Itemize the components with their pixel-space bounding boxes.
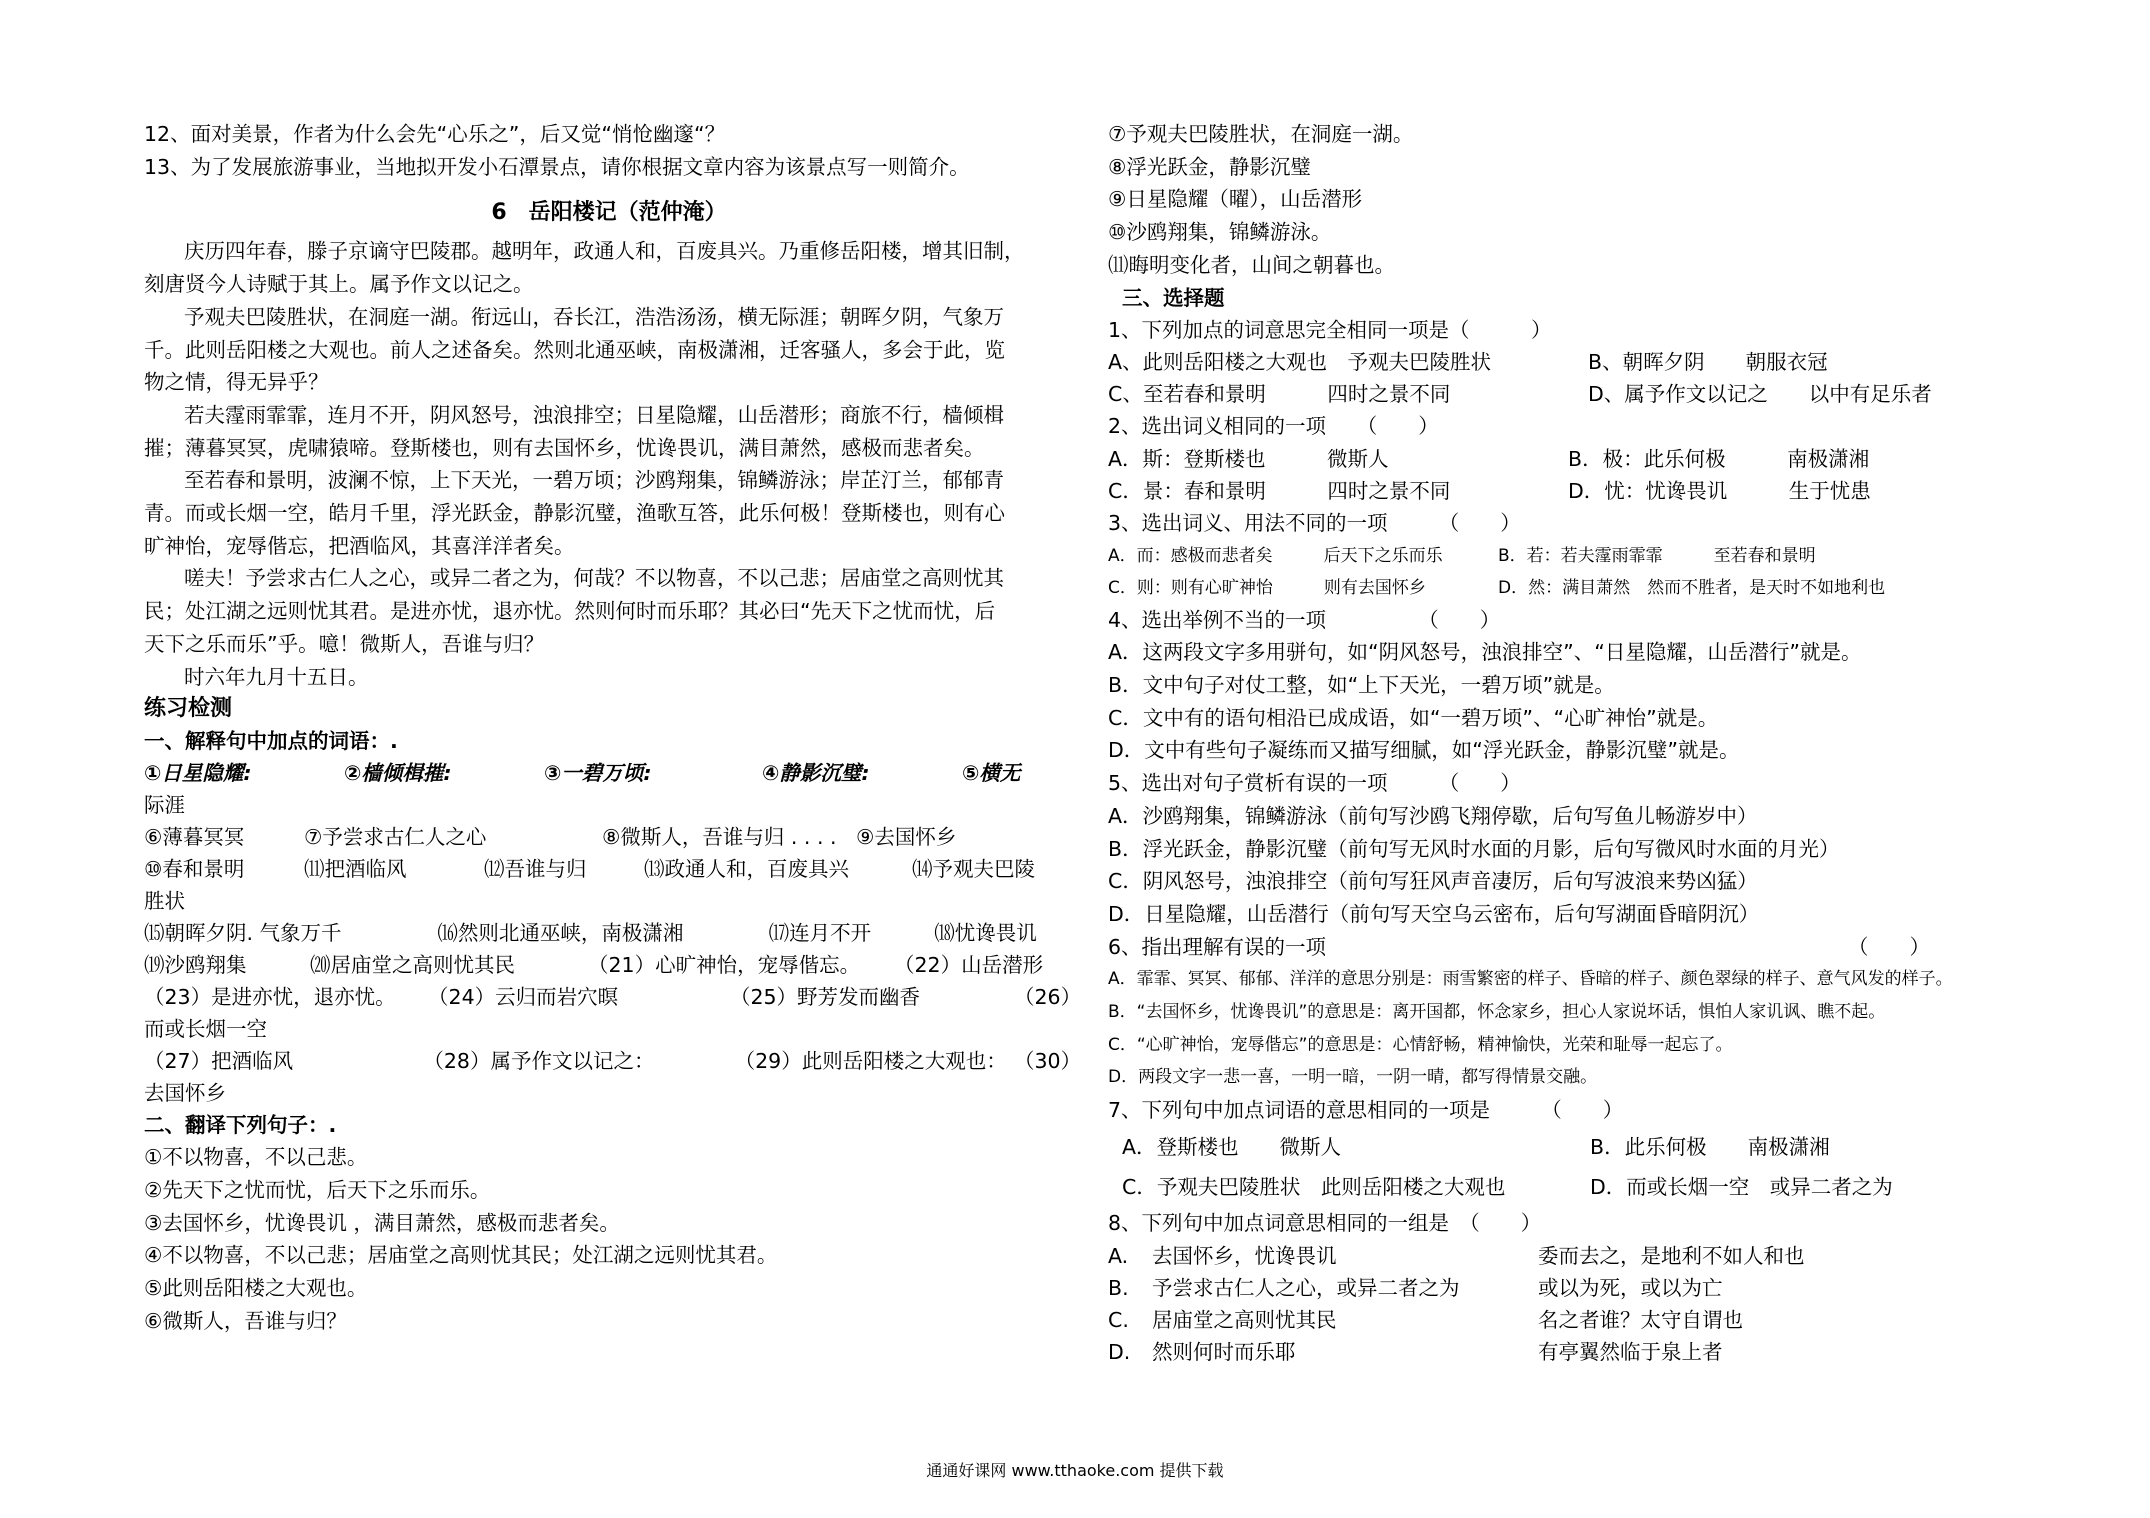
vocab-item: （26）: [1014, 985, 1082, 1010]
option-text: B．此乐何极 南极潇湘: [1590, 1134, 1830, 1159]
option-text: A．斯：登斯楼也 微斯人: [1108, 446, 1389, 471]
question-stem: 3、选出词义、用法不同的一项 （ ）: [1108, 510, 1521, 535]
option-line: A．这两段文字多用骈句，如“阴风怒号，浊浪排空”、“日星隐耀，山岳潜行”就是。: [1108, 640, 1862, 665]
vocab-item: （25）野芳发而幽香: [729, 985, 921, 1010]
option-row: [1108, 1336, 2068, 1368]
question-12: 12、面对美景，作者为什么会先“心乐之”，后又觉“悄怆幽邃“？: [144, 122, 726, 146]
question-stem: 8、下列句中加点词意思相同的一组是 （ ）: [1108, 1210, 1542, 1235]
vocab-item: （23）是进亦忧，退亦忧。: [144, 985, 396, 1010]
vocab-item: ⑩春和景明: [144, 857, 245, 882]
option-row: [1108, 1272, 2068, 1304]
option-text: C．则：则有心旷神怡 则有去国怀乡: [1108, 577, 1426, 598]
option-row: [1108, 443, 2068, 475]
vocab-row: [144, 853, 1074, 885]
option-line: C．“心旷神怡，宠辱偕忘”的意思是：心情舒畅，精神愉快，光荣和耻辱一起忘了。: [1108, 1034, 1733, 1055]
question-2: [1108, 410, 2068, 507]
question-13: 13、为了发展旅游事业，当地拟开发小石潭景点，请你根据文章内容为该景点写一则简介。: [144, 154, 970, 179]
option-text: 去国怀乡，忧谗畏讥: [1152, 1243, 1337, 1268]
translation-item: ②先天下之忧而忧，后天下之乐而乐。: [144, 1177, 491, 1202]
translation-item: ⑦予观夫巴陵胜状，在洞庭一湖。: [1108, 122, 1414, 146]
answer-paren: （ ）: [1848, 934, 1930, 959]
question-5: [1108, 767, 2068, 931]
question-options: [1108, 963, 2068, 1094]
option-row: [1108, 1304, 2068, 1336]
vocab-item: ⑦予尝求古仁人之心: [304, 825, 487, 850]
essay-line: 时六年九月十五日。: [184, 664, 369, 689]
essay-line: 庆历四年春，滕子京谪守巴陵郡。越明年，政通人和，百废具兴。乃重修岳阳楼，增其旧制，: [184, 239, 1025, 264]
vocab-item: （28）属予作文以记之：: [423, 1049, 655, 1074]
vocab-item: ⑨去国怀乡: [856, 825, 957, 850]
option-text: B、朝晖夕阴 朝服衣冠: [1588, 350, 1828, 375]
vocab-item: ⒂朝晖夕阴. 气象万千: [144, 921, 342, 946]
option-row: [1108, 1167, 2068, 1207]
translation-item: ⑥微斯人，吾谁与归？: [144, 1308, 347, 1333]
essay-line: 青。而或长烟一空，皓月千里，浮光跃金，静影沉璧，渔歌互答，此乐何极！登斯楼也，则有心: [144, 501, 1005, 526]
option-text: 予尝求古仁人之心，或异二者之为: [1152, 1275, 1460, 1300]
question-4: [1108, 604, 2068, 768]
previous-questions: [144, 118, 1074, 183]
question-6: [1108, 931, 2068, 1095]
option-text: A．登斯楼也 微斯人: [1122, 1134, 1342, 1159]
vocab-item: ⒃然则北通巫峡，南极潇湘: [437, 921, 684, 946]
option-line: D．文中有些句子凝练而又描写细腻，如“浮光跃金，静影沉璧”就是。: [1108, 738, 1740, 763]
option-text: C．景：春和景明 四时之景不同: [1108, 478, 1451, 503]
essay-line: 若夫霪雨霏霏，连月不开，阴风怒号，浊浪排空；日星隐耀，山岳潜形；商旅不行，樯倾楫: [184, 402, 1004, 427]
vocab-row: [144, 885, 1074, 917]
vocab-item: 际涯: [144, 793, 185, 818]
option-line: B．“去国怀乡，忧谗畏讥”的意思是：离开国都，怀念家乡，担心人家说坏话，惧怕人家讥讽、瞧不起。: [1108, 1002, 1886, 1023]
option-text: B．若：若夫霪雨霏霏 至若春和景明: [1498, 545, 1816, 566]
vocab-item: （22）山岳潜形: [894, 953, 1044, 978]
vocab-item: ④静影沉璧:: [762, 761, 870, 786]
option-line: B．文中句子对仗工整，如“上下天光，一碧万顷”就是。: [1108, 673, 1615, 698]
question-options: [1108, 636, 2068, 767]
part2-heading: 二、翻译下列句子：.: [144, 1113, 337, 1138]
option-line: C．阴风怒号，浊浪排空（前句写狂风声音凄厉，后句写波浪来势凶猛）: [1108, 869, 1758, 894]
essay-paragraph: [144, 235, 1074, 300]
option-text: C、至若春和景明 四时之景不同: [1108, 382, 1451, 407]
vocab-item: （30）: [1014, 1049, 1082, 1074]
essay-line: 刻唐贤今人诗赋于其上。属予作文以记之。: [144, 272, 534, 297]
vocab-item: ⑿吾谁与归: [484, 857, 587, 882]
option-text: B.: [1108, 1275, 1129, 1300]
option-text: 或以为死，或以为亡: [1538, 1275, 1723, 1300]
essay-line: 嗟夫！予尝求古仁人之心，或异二者之为，何哉？不以物喜，不以己悲；居庙堂之高则忧其: [184, 566, 1004, 591]
vocab-row: [144, 949, 1074, 981]
option-text: B．极：此乐何极 南极潇湘: [1568, 446, 1870, 471]
option-row: [1108, 475, 2068, 507]
option-text: 居庙堂之高则忧其民: [1152, 1307, 1337, 1332]
essay-line: 千。此则岳阳楼之大观也。前人之述备矣。然则北通巫峡，南极潇湘，迁客骚人，多会于此，览: [144, 337, 1005, 362]
option-line: D．日星隐耀，山岳潜行（前句写天空乌云密布，后句写湖面昏暗阴沉）: [1108, 901, 1760, 926]
vocab-row: [144, 1045, 1082, 1077]
essay-line: 天下之乐而乐”乎。噫！微斯人，吾谁与归？: [144, 631, 545, 656]
option-line: A．霏霏、冥冥、郁郁、洋洋的意思分别是：雨雪繁密的样子、昏暗的样子、颜色翠绿的样子、意气风发的样子。: [1108, 969, 1953, 990]
vocab-item: ③一碧万顷:: [544, 761, 652, 786]
vocab-item: ⑾把酒临风: [304, 857, 407, 882]
vocab-row: [144, 821, 1074, 853]
option-text: D、属予作文以记之 以中有足乐者: [1588, 382, 1932, 407]
translation-item: ⑧浮光跃金，静影沉璧: [1108, 154, 1311, 179]
essay-line: 民；处江湖之远则忧其君。是进亦忧，退亦忧。然则何时而乐耶？其必曰“先天下之忧而忧，后: [144, 599, 996, 624]
translation-item: ③去国怀乡，忧谗畏讥 ，满目萧然，感极而悲者矣。: [144, 1210, 620, 1235]
option-row: [1108, 540, 2068, 572]
vocab-item: ⒄连月不开: [768, 921, 872, 946]
essay-paragraph: [144, 661, 1074, 694]
option-text: A、此则岳阳楼之大观也 予观夫巴陵胜状: [1108, 350, 1492, 375]
question-stem: 4、选出举例不当的一项 （ ）: [1108, 607, 1501, 632]
vocab-item: ⑤横无: [962, 761, 1021, 786]
option-text: 委而去之，是地利不如人和也: [1538, 1243, 1805, 1268]
vocab-item: 而或长烟一空: [144, 1017, 267, 1042]
right-column: [1108, 118, 2068, 1368]
vocab-item: ⑧微斯人，吾谁与归 . . . .: [602, 825, 837, 850]
question-1: [1108, 314, 2068, 411]
essay-paragraph: [144, 562, 1074, 660]
vocab-row: [144, 981, 1082, 1013]
option-row: [1108, 1240, 2068, 1272]
part2-items: [144, 1141, 1074, 1337]
question-3: [1108, 507, 2068, 604]
question-stem: 1、下列加点的词意思完全相同一项是（ ）: [1108, 317, 1552, 342]
option-text: A.: [1108, 1243, 1129, 1268]
translation-item: ④不以物喜，不以己悲；居庙堂之高则忧其民；处江湖之远则忧其君。: [144, 1243, 778, 1268]
vocab-item: （29）此则岳阳楼之大观也：: [734, 1049, 1007, 1074]
vocab-row: [144, 757, 1074, 789]
vocab-item: 胜状: [144, 889, 185, 914]
vocab-item: 去国怀乡: [144, 1081, 226, 1106]
option-line: A．沙鸥翔集，锦鳞游泳（前句写沙鸥飞翔停歇，后句写鱼儿畅游岁中）: [1108, 803, 1758, 828]
translation-item: ①不以物喜，不以己悲。: [144, 1145, 368, 1170]
essay-paragraph: [144, 464, 1074, 562]
option-text: D.: [1108, 1339, 1131, 1364]
essay-paragraph: [144, 399, 1074, 464]
question-options: [1108, 346, 2068, 410]
option-text: D．然：满目萧然 然而不胜者，是天时不如地利也: [1498, 577, 1886, 598]
option-text: D．忧：忧谗畏讥 生于忧患: [1568, 478, 1871, 503]
vocab-item: ⒆沙鸥翔集: [144, 953, 247, 978]
option-text: C．予观夫巴陵胜状 此则岳阳楼之大观也: [1122, 1174, 1506, 1199]
option-row: [1108, 1127, 2068, 1167]
option-text: 名之者谁？太守自谓也: [1538, 1307, 1743, 1332]
option-row: [1108, 346, 2068, 378]
vocab-item: （24）云归而岩穴暝: [428, 985, 619, 1010]
question-stem: 6、指出理解有误的一项: [1108, 934, 1327, 959]
question-stem: 5、选出对句子赏析有误的一项 （ ）: [1108, 771, 1521, 796]
option-text: 有亭翼然临于泉上者: [1538, 1339, 1723, 1364]
option-text: A．而：感极而悲者矣 后天下之乐而乐: [1108, 545, 1443, 566]
option-text: C.: [1108, 1307, 1129, 1332]
vocab-item: ①日星隐耀:: [144, 761, 252, 786]
essay-line: 摧；薄暮冥冥，虎啸猿啼。登斯楼也，则有去国怀乡，忧谗畏讥，满目萧然，感极而悲者矣。: [144, 435, 985, 460]
vocab-item: ⒇居庙堂之高则忧其民: [310, 953, 515, 978]
vocab-item: ⒀政通人和，百废具兴: [644, 857, 849, 882]
vocab-row: [144, 1013, 1074, 1045]
footer-credit: 通通好课网 www.tthaoke.com 提供下载: [926, 1461, 1224, 1480]
option-row: [1108, 572, 2068, 604]
essay-line: 旷神怡，宠辱偕忘，把酒临风，其喜洋洋者矣。: [144, 533, 575, 558]
essay-line: 物之情，得无异乎？: [144, 370, 329, 395]
question-options: [1108, 800, 2068, 931]
vocab-item: （27）把酒临风: [144, 1049, 294, 1074]
translation-item: ⑨日星隐耀（曜），山岳潜形: [1108, 187, 1363, 212]
option-row: [1108, 378, 2068, 410]
option-text: 然则何时而乐耶: [1152, 1339, 1296, 1364]
translation-item: ⑾晦明变化者，山间之朝暮也。: [1108, 252, 1395, 277]
vocab-item: ⒁予观夫巴陵: [912, 857, 1035, 882]
part1-items: [144, 757, 1082, 1109]
essay-paragraph: [144, 301, 1074, 399]
essay-line: 至若春和景明，波澜不惊，上下天光，一碧万顷；沙鸥翔集，锦鳞游泳；岸芷汀兰，郁郁青: [184, 468, 1004, 493]
translation-item: ⑤此则岳阳楼之大观也。: [144, 1276, 368, 1301]
vocab-item: ②樯倾楫摧:: [344, 761, 452, 786]
question-options: [1108, 443, 2068, 507]
translation-item: ⑩沙鸥翔集，锦鳞游泳。: [1108, 220, 1332, 245]
essay-body: [144, 235, 1074, 693]
vocab-item: ⑥薄暮冥冥: [144, 825, 245, 850]
option-line: C．文中有的语句相沿已成成语，如“一碧万顷”、“心旷神怡”就是。: [1108, 705, 1719, 730]
part2-continued-items: [1108, 118, 2068, 282]
question-options: [1108, 1127, 2068, 1207]
question-stem: 7、下列句中加点词语的意思相同的一项是 （ ）: [1108, 1098, 1624, 1123]
option-line: D．两段文字一悲一喜，一明一暗，一阴一晴，都写得情景交融。: [1108, 1067, 1598, 1088]
exercise-heading: 练习检测: [144, 696, 233, 722]
vocab-item: （21）心旷神怡，宠辱偕忘。: [588, 953, 861, 978]
part3-heading: 三、选择题: [1122, 285, 1225, 310]
vocab-row: [144, 789, 1074, 821]
left-column: [144, 118, 1082, 1337]
question-options: [1108, 1240, 2068, 1368]
vocab-item: ⒅忧谗畏讥: [934, 921, 1037, 946]
option-line: B．浮光跃金，静影沉璧（前句写无风时水面的月影，后句写微风时水面的月光）: [1108, 836, 1840, 861]
question-options: [1108, 540, 2068, 604]
essay-line: 予观夫巴陵胜状，在洞庭一湖。衔远山，吞长江，浩浩汤汤，横无际涯；朝晖夕阴，气象万: [184, 304, 1004, 329]
text-title: 6 岳阳楼记（范仲淹）: [491, 200, 727, 226]
question-7: [1108, 1094, 2068, 1207]
part1-heading: 一、解释句中加点的词语：.: [144, 729, 398, 754]
question-8: [1108, 1207, 2068, 1368]
vocab-row: [144, 917, 1074, 949]
question-stem: 2、选出词义相同的一项 （ ）: [1108, 414, 1439, 439]
option-text: D．而或长烟一空 或异二者之为: [1590, 1174, 1893, 1199]
vocab-row: [144, 1077, 1074, 1109]
